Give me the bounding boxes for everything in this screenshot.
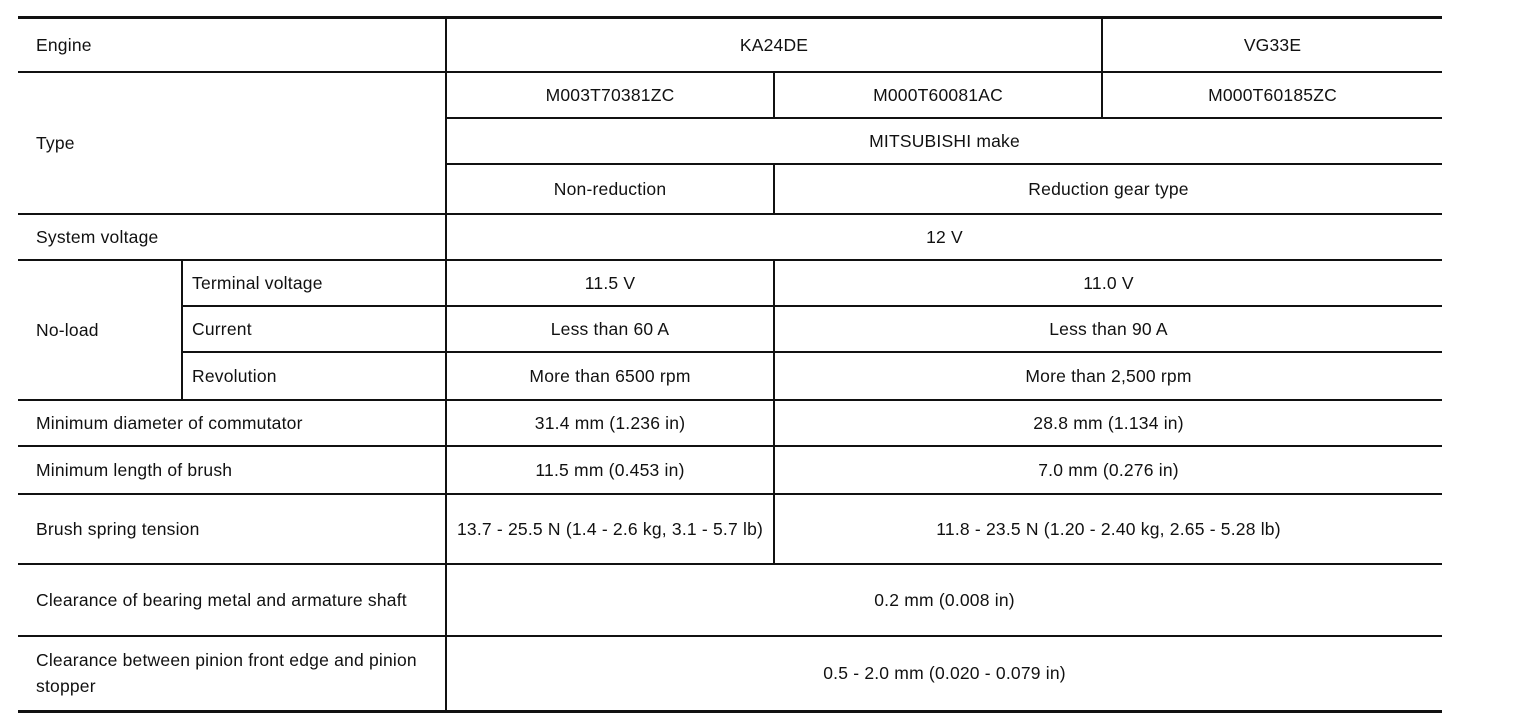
no-load-label: No-load: [18, 260, 182, 400]
spring-tension-value-1: 13.7 - 25.5 N (1.4 - 2.6 kg, 3.1 - 5.7 lb): [446, 494, 774, 564]
brush-length-value-2: 7.0 mm (0.276 in): [774, 446, 1442, 494]
terminal-voltage-value-2: 11.0 V: [774, 260, 1442, 306]
spring-tension-row: [18, 494, 1442, 564]
type-models-row: [18, 72, 1442, 118]
no-load-terminal-row: [18, 260, 1442, 306]
bearing-clearance-label: Clearance of bearing metal and armature shaft: [18, 564, 446, 636]
system-voltage-label: System voltage: [18, 214, 446, 260]
type-model-2: M000T60081AC: [774, 72, 1102, 118]
brush-length-value-1: 11.5 mm (0.453 in): [446, 446, 774, 494]
bearing-clearance-value: 0.2 mm (0.008 in): [446, 564, 1442, 636]
spring-tension-label: Brush spring tension: [18, 494, 446, 564]
commutator-value-2: 28.8 mm (1.134 in): [774, 400, 1442, 446]
revolution-value-2: More than 2,500 rpm: [774, 352, 1442, 400]
brush-length-label: Minimum length of brush: [18, 446, 446, 494]
type-kind-2: Reduction gear type: [774, 164, 1442, 214]
no-load-revolution-row: [18, 352, 1442, 400]
engine-row: [18, 18, 1442, 72]
pinion-clearance-row: [18, 636, 1442, 712]
engine-label: Engine: [18, 18, 446, 72]
starter-spec-table: [18, 16, 1442, 713]
system-voltage-value: 12 V: [446, 214, 1442, 260]
revolution-label: Revolution: [182, 352, 446, 400]
pinion-clearance-label: Clearance between pinion front edge and pinion stopper: [18, 636, 446, 712]
system-voltage-row: [18, 214, 1442, 260]
pinion-clearance-value: 0.5 - 2.0 mm (0.020 - 0.079 in): [446, 636, 1442, 712]
type-label: Type: [18, 72, 446, 214]
type-kind-1: Non-reduction: [446, 164, 774, 214]
type-make: MITSUBISHI make: [446, 118, 1442, 164]
current-value-2: Less than 90 A: [774, 306, 1442, 352]
commutator-row: [18, 400, 1442, 446]
type-model-1: M003T70381ZC: [446, 72, 774, 118]
commutator-label: Minimum diameter of commutator: [18, 400, 446, 446]
terminal-voltage-label: Terminal voltage: [182, 260, 446, 306]
engine-ka24de: KA24DE: [446, 18, 1102, 72]
revolution-value-1: More than 6500 rpm: [446, 352, 774, 400]
current-label: Current: [182, 306, 446, 352]
type-model-3: M000T60185ZC: [1102, 72, 1442, 118]
engine-vg33e: VG33E: [1102, 18, 1442, 72]
commutator-value-1: 31.4 mm (1.236 in): [446, 400, 774, 446]
spring-tension-value-2: 11.8 - 23.5 N (1.20 - 2.40 kg, 2.65 - 5.28 lb): [774, 494, 1442, 564]
current-value-1: Less than 60 A: [446, 306, 774, 352]
terminal-voltage-value-1: 11.5 V: [446, 260, 774, 306]
bearing-clearance-row: [18, 564, 1442, 636]
no-load-current-row: [18, 306, 1442, 352]
brush-length-row: [18, 446, 1442, 494]
